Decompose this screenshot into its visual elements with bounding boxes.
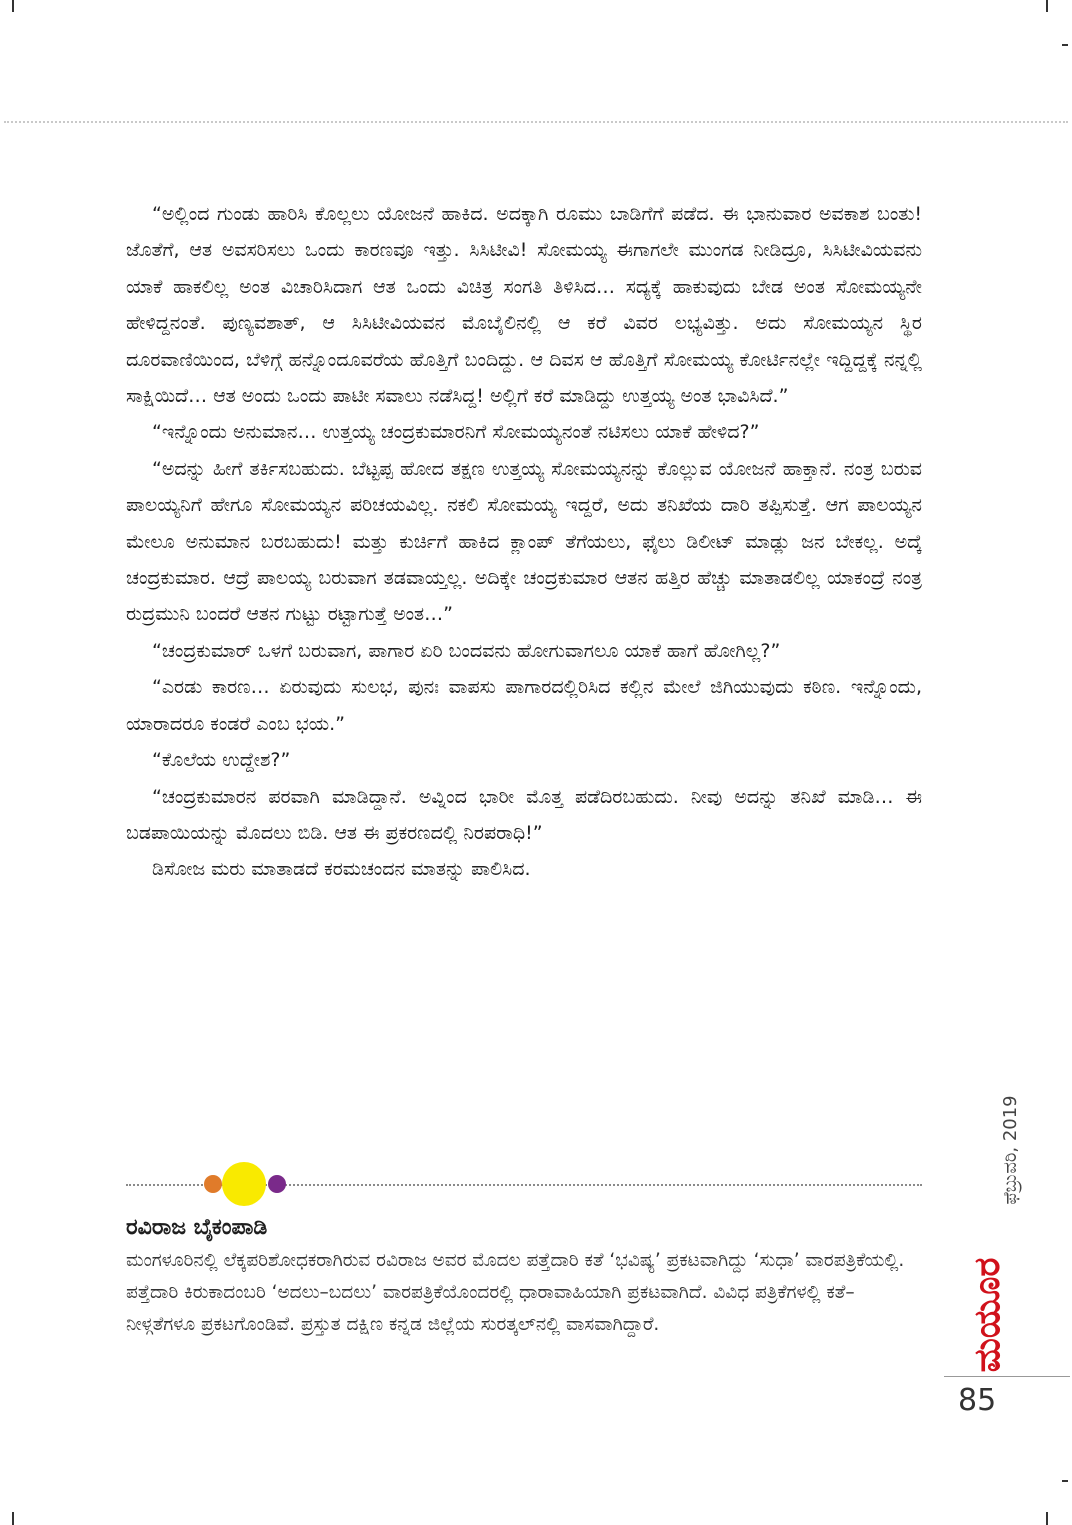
purple-dot-icon — [268, 1175, 286, 1193]
story-paragraph: “ಎರಡು ಕಾರಣ… ಏರುವುದು ಸುಲಭ, ಪುನಃ ವಾಪಸು ಪಾಗಾರದಲ್ಲಿರಿಸಿದ ಕಲ್ಲಿನ ಮೇಲೆ ಜಿಗಿಯುವುದು ಕಠಿಣ. ಇನ್ನೊಂದು, ಯಾರಾದರೂ ಕಂಡರೆ ಎಂಬ ಭಯ.” — [126, 676, 922, 735]
author-divider — [126, 1160, 922, 1208]
orange-dot-icon — [204, 1175, 222, 1193]
story-paragraph: “ಚಂದ್ರಕುಮಾರನ ಪರವಾಗಿ ಮಾಡಿದ್ದಾನೆ. ಅವ್ನಿಂದ ಭಾರೀ ಮೊತ್ತ ಪಡೆದಿರಬಹುದು. ನೀವು ಅದನ್ನು ತನಿಖೆ ಮಾಡಿ… ಈ ಬಡಪಾಯಿಯನ್ನು ಮೊದಲು ಬಿಡಿ. ಆತ ಈ ಪ್ರಕರಣದಲ್ಲಿ ನಿರಪರಾಧಿ!” — [126, 785, 922, 844]
crop-mark — [12, 1512, 14, 1525]
crop-mark — [1062, 1480, 1068, 1482]
author-bio: ಮಂಗಳೂರಿನಲ್ಲಿ ಲೆಕ್ಕಪರಿಶೋಧಕರಾಗಿರುವ ರವಿರಾಜ ಅವರ ಮೊದಲ ಪತ್ತೆದಾರಿ ಕತೆ ‘ಭವಿಷ್ಯ’ ಪ್ರಕಟವಾಗಿದ್ದು ‘ಸುಧಾ’ ವಾರಪತ್ರಿಕೆಯಲ್ಲಿ. ಪತ್ತೆದಾರಿ ಕಿರುಕಾದಂಬರಿ ‘ಅದಲು–ಬದಲು’ ವಾರಪತ್ರಿಕೆಯೊಂದರಲ್ಲಿ ಧಾರಾವಾಹಿಯಾಗಿ ಪ್ರಕಟವಾಗಿದೆ. ವಿವಿಧ ಪತ್ರಿಕೆಗಳಲ್ಲಿ ಕತೆ–ನೀಳ್ಗತೆಗಳೂ ಪ್ರಕಟಗೊಂಡಿವೆ. ಪ್ರಸ್ತುತ ದಕ್ಷಿಣ ಕನ್ನಡ ಜಿಲ್ಲೆಯ ಸುರತ್ಕಲ್‌ನಲ್ಲಿ ವಾಸವಾಗಿದ್ದಾರೆ. — [126, 1250, 905, 1335]
crop-mark — [1046, 0, 1048, 12]
story-paragraph: “ಕೊಲೆಯ ಉದ್ದೇಶ?” — [152, 749, 291, 772]
story-paragraph: “ಚಂದ್ರಕುಮಾರ್ ಒಳಗೆ ಬರುವಾಗ, ಪಾಗಾರ ಏರಿ ಬಂದವನು ಹೋಗುವಾಗಲೂ ಯಾಕೆ ಹಾಗೆ ಹೋಗಿಲ್ಲ?” — [152, 639, 781, 662]
page-number-rule — [944, 1376, 1070, 1377]
story-paragraph: ಡಿಸೋಜ ಮರು ಮಾತಾಡದೆ ಕರಮಚಂದನ ಮಾತನ್ನು ಪಾಲಿಸಿದ. — [152, 858, 531, 881]
story-paragraph: “ಇನ್ನೊಂದು ಅನುಮಾನ… ಉತ್ತಯ್ಯ ಚಂದ್ರಕುಮಾರನಿಗೆ ಸೋಮಯ್ಯನಂತೆ ನಟಿಸಲು ಯಾಕೆ ಹೇಳಿದ?” — [152, 421, 760, 444]
page-number: 85 — [958, 1383, 997, 1418]
crop-mark — [1046, 1512, 1048, 1525]
story-body — [126, 196, 922, 888]
issue-date: ಫೆಬ್ರುವರಿ, 2019 — [1000, 1095, 1021, 1205]
crop-mark — [12, 0, 14, 12]
story-paragraph: “ಅದನ್ನು ಹೀಗೆ ತರ್ಕಿಸಬಹುದು. ಬೆಟ್ಟಪ್ಪ ಹೋದ ತಕ್ಷಣ ಉತ್ತಯ್ಯ ಸೋಮಯ್ಯನನ್ನು ಕೊಲ್ಲುವ ಯೋಜನೆ ಹಾಕ್ತಾನೆ. ನಂತ್ರ ಬರುವ ಪಾಲಯ್ಯನಿಗೆ ಹೇಗೂ ಸೋಮಯ್ಯನ ಪರಿಚಯವಿಲ್ಲ. ನಕಲಿ ಸೋಮಯ್ಯ ಇದ್ದರೆ, ಅದು ತನಿಖೆಯ ದಾರಿ ತಪ್ಪಿಸುತ್ತೆ. ಆಗ ಪಾಲಯ್ಯನ ಮೇಲೂ ಅನುಮಾನ ಬರಬಹುದು! ಮತ್ತು ಕುರ್ಚಿಗೆ ಹಾಕಿದ ಕ್ಲಾಂಪ್ ತೆಗೆಯಲು, ಫೈಲು ಡಿಲೀಟ್ ಮಾಡ್ಲು ಜನ ಬೇಕಲ್ಲ. ಅದ್ಕೆ ಚಂದ್ರಕುಮಾರ. ಆದ್ರೆ ಪಾಲಯ್ಯ ಬರುವಾಗ ತಡವಾಯ್ತಲ್ಲ. ಅದಿಕ್ಕೇ ಚಂದ್ರಕುಮಾರ ಆತನ ಹತ್ತಿರ ಹೆಚ್ಚು ಮಾತಾಡಲಿಲ್ಲ ಯಾಕಂದ್ರೆ ನಂತ್ರ ರುದ್ರಮುನಿ ಬಂದರೆ ಆತನ ಗುಟ್ಟು ರಟ್ಟಾಗುತ್ತೆ ಅಂತ…” — [126, 457, 922, 626]
author-name: ರವಿರಾಜ ಬೈಕಂಪಾಡಿ — [126, 1215, 268, 1240]
magazine-logo: ಮಯೂರ — [967, 1257, 1008, 1373]
story-paragraph: “ಅಲ್ಲಿಂದ ಗುಂಡು ಹಾರಿಸಿ ಕೊಲ್ಲಲು ಯೋಜನೆ ಹಾಕಿದ. ಅದಕ್ಕಾಗಿ ರೂಮು ಬಾಡಿಗೆಗೆ ಪಡೆದ. ಈ ಭಾನುವಾರ ಅವಕಾಶ ಬಂತು! ಜೊತೆಗೆ, ಆತ ಅವಸರಿಸಲು ಒಂದು ಕಾರಣವೂ ಇತ್ತು. ಸಿಸಿಟೀವಿ! ಸೋಮಯ್ಯ ಈಗಾಗಲೇ ಮುಂಗಡ ನೀಡಿದ್ರೂ, ಸಿಸಿಟೀವಿಯವನು ಯಾಕೆ ಹಾಕಲಿಲ್ಲ ಅಂತ ವಿಚಾರಿಸಿದಾಗ ಆತ ಒಂದು ವಿಚಿತ್ರ ಸಂಗತಿ ತಿಳಿಸಿದ… ಸದ್ಯಕ್ಕೆ ಹಾಕುವುದು ಬೇಡ ಅಂತ ಸೋಮಯ್ಯನೇ ಹೇಳಿದ್ದನಂತೆ. ಪುಣ್ಯವಶಾತ್, ಆ ಸಿಸಿಟೀವಿಯವನ ಮೊಬೈಲಿನಲ್ಲಿ ಆ ಕರೆ ವಿವರ ಲಭ್ಯವಿತ್ತು. ಅದು ಸೋಮಯ್ಯನ ಸ್ಥಿರ ದೂರವಾಣಿಯಿಂದ, ಬೆಳಿಗ್ಗೆ ಹನ್ನೊಂದೂವರೆಯ ಹೊತ್ತಿಗೆ ಬಂದಿದ್ದು. ಆ ದಿವಸ ಆ ಹೊತ್ತಿಗೆ ಸೋಮಯ್ಯ ಕೋರ್ಟಿನಲ್ಲೇ ಇದ್ದಿದ್ದಕ್ಕೆ ನನ್ನಲ್ಲಿ ಸಾಕ್ಷಿಯಿದೆ… ಆತ ಅಂದು ಒಂದು ಪಾಟೀ ಸವಾಲು ನಡೆಸಿದ್ದ! ಅಲ್ಲಿಗೆ ಕರೆ ಮಾಡಿದ್ದು ಉತ್ತಯ್ಯ ಅಂತ ಭಾವಿಸಿದೆ.” — [126, 203, 922, 408]
top-dotted-rule — [4, 121, 1068, 123]
crop-mark — [1062, 44, 1068, 46]
yellow-dot-icon — [222, 1162, 266, 1206]
